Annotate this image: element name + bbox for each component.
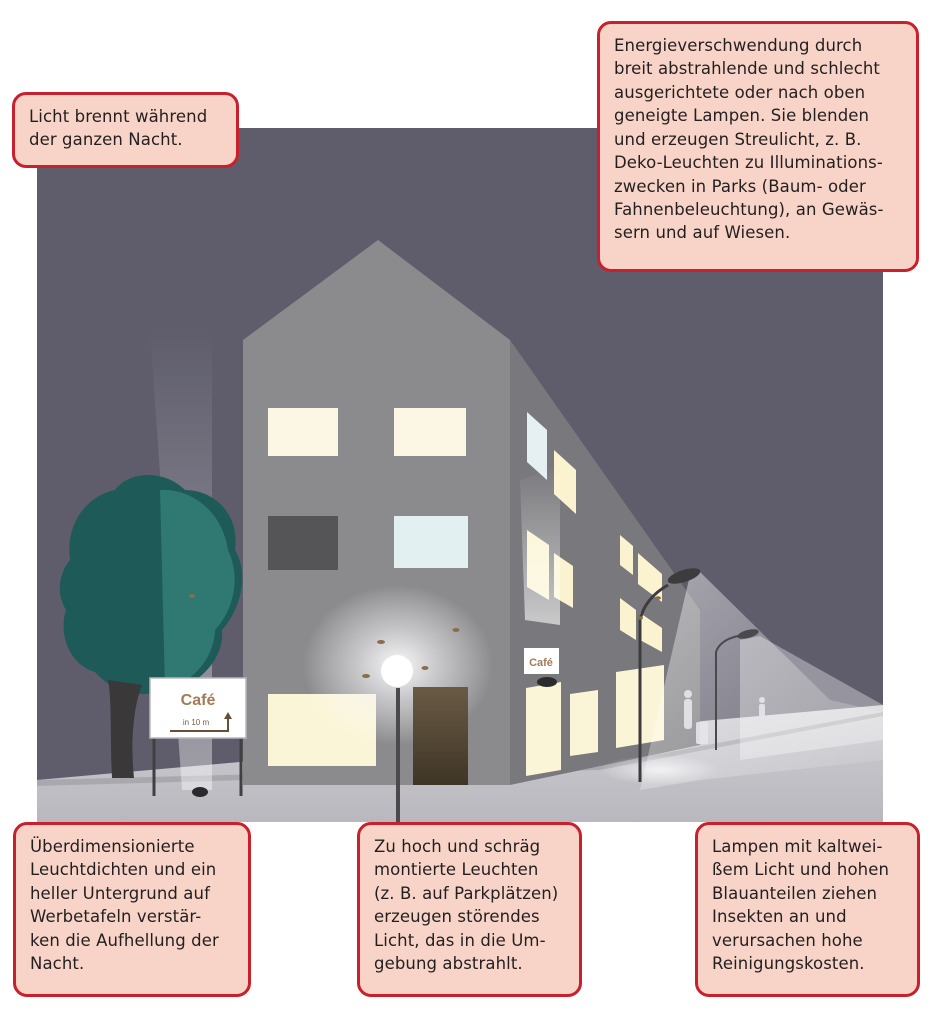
side-shop-window [570,690,598,756]
window-upper-left [268,408,338,456]
facade-uplight-beam [520,465,560,625]
tree-ground-spot [192,787,208,797]
callout-billboard-luminance: Überdimensionierte Leuchtdichten und ein heller Untergrund auf Werbetafeln verstär- ken die Aufhellung der Nacht. [13,822,251,997]
callout-cold-white-light: Lampen mit kaltwei- ßem Licht und hohen Blauanteilen ziehen Insekten an und verursachen hohe Reinigungskosten. [695,822,920,997]
entrance-door [413,687,468,785]
street-lamp-globe [381,655,413,687]
right-ground-glow [600,755,720,785]
window-mid-left-dark [268,516,338,570]
window-upper-right [394,408,466,456]
callout-tilted-lamps: Zu hoch und schräg montierte Leuchten (z. B. auf Parkplätzen) erzeugen störendes Licht, das in die Um- gebung abstrahlt. [357,822,582,997]
side-shop-door [526,682,561,776]
billboard-distance: in 10 m [182,718,210,727]
wall-spot-lamp [537,677,557,687]
billboard-title: Café [180,692,216,709]
callout-energy-waste: Energieverschwendung durch breit abstrahlende und schlecht ausgerichtete oder nach oben geneigte Lampen. Sie blenden und erzeugen Streulicht, z. B. Deko-Leuchten zu Illuminations- zwecken in Parks (Baum- oder Fahnenbeleuchtung), an Gewäs- sern und auf Wiesen. [597,21,919,272]
wall-cafe-sign-text: Café [529,657,553,669]
callout-light-all-night: Licht brennt während der ganzen Nacht. [12,92,239,168]
window-mid-right [394,516,468,568]
